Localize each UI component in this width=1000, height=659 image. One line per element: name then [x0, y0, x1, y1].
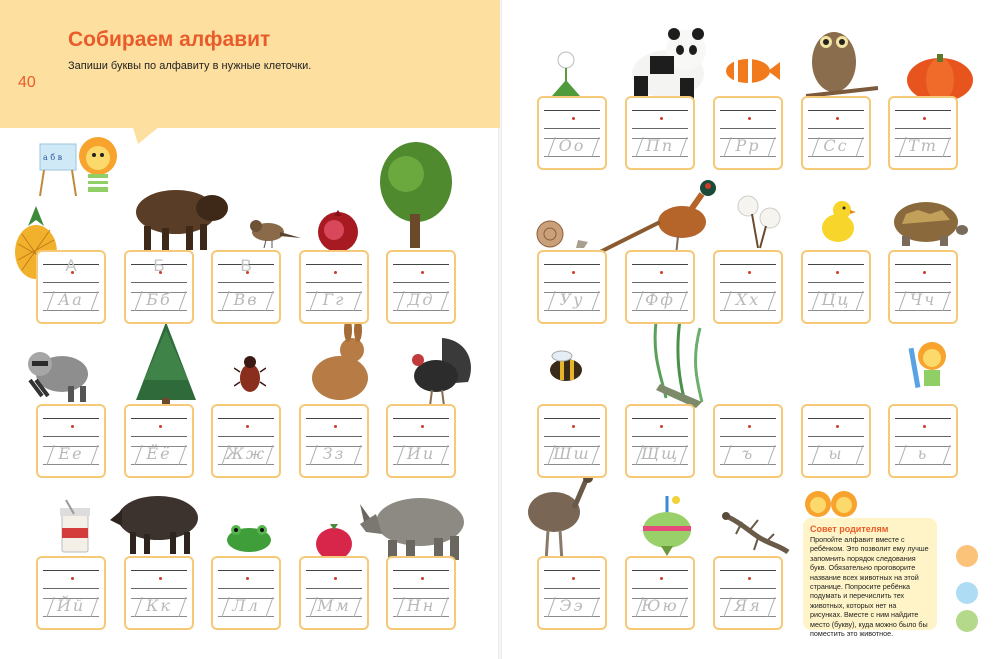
letter-card[interactable] — [211, 556, 281, 630]
guide-line — [632, 264, 688, 265]
owl-icon — [804, 18, 880, 106]
red-dot — [572, 117, 575, 120]
bison-icon — [126, 182, 232, 252]
cursive-letter: Дд — [407, 290, 435, 309]
easel-letters: а б в — [43, 153, 63, 162]
guide-line — [808, 418, 864, 419]
guide-line — [808, 110, 864, 111]
letter-card[interactable] — [386, 404, 456, 478]
guide-line — [895, 282, 951, 283]
letter-card[interactable] — [299, 556, 369, 630]
lion-cubs-icon — [802, 488, 860, 522]
parent-tip-title: Совет родителям — [810, 524, 889, 534]
red-dot — [660, 425, 663, 428]
pheasant-icon — [598, 174, 722, 258]
cursive-letter: Яя — [734, 596, 762, 615]
print-letter: В — [240, 256, 252, 275]
guide-line — [393, 588, 449, 589]
cursive-letter: Мм — [317, 596, 351, 615]
guide-line — [895, 418, 951, 419]
print-letter: А — [65, 256, 77, 275]
letter-card[interactable] — [124, 404, 194, 478]
rhinoceros-icon — [358, 484, 468, 562]
cursive-letter: Уу — [559, 290, 585, 309]
letter-card[interactable] — [36, 250, 106, 324]
cursive-letter: Пп — [645, 136, 675, 155]
guide-line — [43, 282, 99, 283]
guide-line — [43, 436, 99, 437]
letter-card[interactable] — [625, 404, 695, 478]
bee-icon — [540, 348, 590, 390]
red-dot — [71, 425, 74, 428]
guide-line — [895, 436, 951, 437]
guide-line — [632, 128, 688, 129]
emu-icon — [524, 472, 606, 564]
red-dot — [159, 425, 162, 428]
cursive-letter: ь — [917, 444, 929, 463]
cotton-icon — [732, 192, 786, 250]
letter-card[interactable] — [36, 556, 106, 630]
page-title: Собираем алфавит — [68, 28, 271, 51]
guide-line — [218, 282, 274, 283]
letter-card[interactable] — [299, 250, 369, 324]
red-dot — [923, 425, 926, 428]
cursive-letter: Тт — [908, 136, 938, 155]
guide-line — [632, 588, 688, 589]
guide-line — [218, 588, 274, 589]
frog-icon — [222, 520, 276, 556]
guide-line — [632, 436, 688, 437]
letter-card[interactable] — [888, 96, 958, 170]
pike-icon — [646, 318, 710, 410]
guide-line — [306, 436, 362, 437]
letter-card[interactable] — [386, 250, 456, 324]
guide-line — [544, 264, 600, 265]
parent-tip-text: Пропойте алфавит вместе с ребёнком. Это позволит ему лучше запомнить порядок следования букв. Обязательно проговорите название всех животных на этой странице. Попросите ребёнка подумать и перечислить тех животных, которых нет на рисунках. Вместе с ним найдите место (букву), куда можно было бы поместить это животное. — [810, 535, 929, 639]
turkey-icon — [408, 334, 476, 408]
letter-card[interactable] — [888, 250, 958, 324]
letter-card[interactable] — [299, 404, 369, 478]
red-dot — [660, 271, 663, 274]
guide-line — [544, 588, 600, 589]
cursive-letter: Йй — [56, 596, 86, 615]
tortoise-icon — [884, 196, 968, 250]
guide-line — [720, 436, 776, 437]
guide-line — [393, 282, 449, 283]
cursive-letter: Оо — [558, 136, 586, 155]
letter-card[interactable] — [211, 250, 281, 324]
red-dot — [246, 425, 249, 428]
guide-line — [218, 570, 274, 571]
red-dot — [572, 271, 575, 274]
cursive-letter: Шш — [553, 444, 591, 463]
red-dot — [660, 117, 663, 120]
pomegranate-icon — [312, 208, 364, 254]
guide-line — [808, 128, 864, 129]
cursive-letter: Гг — [322, 290, 346, 309]
guide-line — [720, 282, 776, 283]
cursive-letter: Лл — [232, 596, 260, 615]
red-dot — [421, 577, 424, 580]
guide-line — [218, 436, 274, 437]
guide-line — [306, 418, 362, 419]
guide-line — [306, 570, 362, 571]
cursive-letter: ы — [828, 444, 844, 463]
cursive-letter: Ее — [58, 444, 84, 463]
cursive-letter: ъ — [741, 444, 755, 463]
page-number: 40 — [18, 74, 36, 91]
chick-icon — [816, 198, 862, 246]
guide-line — [544, 110, 600, 111]
guide-line — [131, 570, 187, 571]
cursive-letter: Ёё — [146, 444, 172, 463]
red-dot — [246, 577, 249, 580]
dandelion-icon — [548, 48, 600, 98]
letter-card[interactable] — [625, 96, 695, 170]
letter-card[interactable] — [537, 404, 607, 478]
cursive-letter: Бб — [146, 290, 172, 309]
parent-tip-box — [803, 518, 937, 639]
cursive-letter: Хх — [735, 290, 761, 309]
panda-icon — [620, 20, 716, 104]
guide-line — [720, 110, 776, 111]
red-dot — [334, 271, 337, 274]
letter-card[interactable] — [713, 404, 783, 478]
guide-line — [393, 264, 449, 265]
guide-line — [544, 436, 600, 437]
cursive-letter: Нн — [406, 596, 436, 615]
yogurt-icon — [52, 498, 98, 556]
red-dot — [660, 577, 663, 580]
blue-circle — [956, 582, 978, 604]
guide-line — [632, 418, 688, 419]
red-dot — [421, 425, 424, 428]
red-dot — [572, 577, 575, 580]
letter-card[interactable] — [211, 404, 281, 478]
cursive-letter: Кк — [146, 596, 172, 615]
fir-tree-icon — [130, 320, 202, 410]
lizard-icon — [720, 508, 790, 554]
cursive-letter: Вв — [233, 290, 259, 309]
beetle-icon — [234, 352, 266, 396]
guide-line — [393, 570, 449, 571]
raccoon-icon — [24, 346, 92, 404]
guide-line — [43, 570, 99, 571]
red-dot — [923, 271, 926, 274]
letter-card[interactable] — [625, 556, 695, 630]
guide-line — [43, 418, 99, 419]
red-dot — [748, 271, 751, 274]
guide-line — [131, 588, 187, 589]
guide-line — [632, 282, 688, 283]
guide-line — [306, 588, 362, 589]
guide-line — [544, 128, 600, 129]
red-dot — [71, 577, 74, 580]
guide-line — [544, 282, 600, 283]
guide-line — [43, 588, 99, 589]
guide-line — [895, 128, 951, 129]
cursive-letter: Юю — [641, 596, 679, 615]
letter-card[interactable] — [537, 96, 607, 170]
cursive-letter: Сс — [823, 136, 849, 155]
cursive-letter: Зз — [322, 444, 346, 463]
snail-icon — [528, 218, 590, 252]
guide-line — [306, 282, 362, 283]
hare-icon — [306, 320, 374, 404]
red-dot — [748, 117, 751, 120]
oak-tree-icon — [378, 140, 454, 250]
guide-line — [720, 588, 776, 589]
lion-pencil-icon — [908, 340, 952, 396]
red-dot — [748, 577, 751, 580]
letter-card[interactable] — [537, 250, 607, 324]
red-dot — [572, 425, 575, 428]
letter-card[interactable] — [713, 556, 783, 630]
orange-circle — [956, 545, 978, 567]
red-dot — [836, 271, 839, 274]
spinning-top-icon — [640, 494, 694, 558]
cursive-letter: Чч — [909, 290, 937, 309]
letter-card[interactable] — [625, 250, 695, 324]
letter-card[interactable] — [386, 556, 456, 630]
cursive-letter: Ии — [406, 444, 436, 463]
clownfish-icon — [722, 54, 780, 88]
letter-card[interactable] — [537, 556, 607, 630]
letter-card[interactable] — [713, 96, 783, 170]
guide-line — [131, 282, 187, 283]
guide-line — [808, 282, 864, 283]
guide-line — [393, 436, 449, 437]
guide-line — [720, 418, 776, 419]
green-circle — [956, 610, 978, 632]
cursive-letter: Аа — [58, 290, 84, 309]
guide-line — [808, 436, 864, 437]
guide-line — [808, 264, 864, 265]
guide-line — [544, 570, 600, 571]
letter-card[interactable] — [713, 250, 783, 324]
letter-card[interactable] — [801, 250, 871, 324]
letter-card[interactable] — [801, 96, 871, 170]
guide-line — [720, 570, 776, 571]
red-dot — [334, 425, 337, 428]
red-dot — [421, 271, 424, 274]
guide-line — [720, 264, 776, 265]
cursive-letter: Цц — [821, 290, 851, 309]
letter-card[interactable] — [801, 404, 871, 478]
red-dot — [923, 117, 926, 120]
cursive-letter: Жж — [225, 444, 267, 463]
guide-line — [544, 418, 600, 419]
cursive-letter: Рр — [735, 136, 761, 155]
guide-line — [218, 418, 274, 419]
guide-line — [895, 264, 951, 265]
red-dot — [836, 117, 839, 120]
red-dot — [159, 577, 162, 580]
letter-card[interactable] — [124, 250, 194, 324]
print-letter: Б — [153, 256, 165, 275]
guide-line — [131, 436, 187, 437]
guide-line — [306, 264, 362, 265]
guide-line — [632, 570, 688, 571]
cursive-letter: Ээ — [559, 596, 585, 615]
letter-card[interactable] — [36, 404, 106, 478]
guide-line — [895, 110, 951, 111]
letter-card[interactable] — [888, 404, 958, 478]
instruction-text: Запиши буквы по алфавиту в нужные клеточки. — [68, 60, 312, 72]
lion-teacher-icon — [30, 130, 125, 205]
guide-line — [632, 110, 688, 111]
guide-line — [720, 128, 776, 129]
letter-card[interactable] — [124, 556, 194, 630]
boar-icon — [108, 486, 202, 558]
sparrow-icon — [246, 214, 302, 250]
red-dot — [334, 577, 337, 580]
red-dot — [836, 425, 839, 428]
cursive-letter: Фф — [645, 290, 675, 309]
guide-line — [131, 418, 187, 419]
cursive-letter: Щщ — [640, 444, 680, 463]
red-dot — [748, 425, 751, 428]
guide-line — [393, 418, 449, 419]
